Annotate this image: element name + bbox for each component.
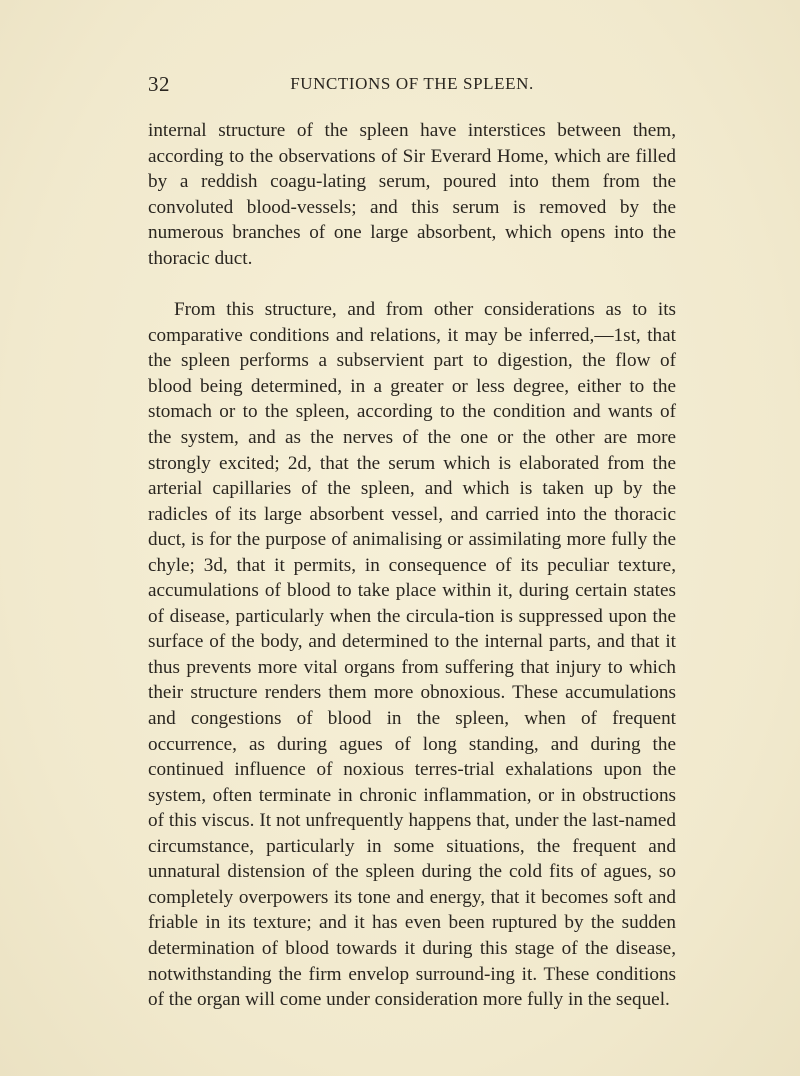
paragraph-continued: internal structure of the spleen have interstices between them, according to the observations of Sir Everard Home, which are filled by a reddish coagu-lating serum, poured into them from the convoluted blood-vessels; and this serum is removed by the numerous branches of one large absorbent, which opens into the thoracic duct.: [148, 120, 676, 269]
body-text: [148, 118, 676, 1013]
page-number: 32: [148, 72, 170, 96]
running-head: FUNCTIONS OF THE SPLEEN.: [290, 74, 534, 93]
paragraph-inferences: From this structure, and from other considerations as to its comparative conditions and relations, it may be inferred,—1st, that the spleen performs a subservient part to digestion, the flow of blood being determined, in a greater or less degree, either to the stomach or to the spleen, according to the condition and wants of the system, and as the nerves of the one or the other are more strongly excited; 2d, that the serum which is elaborated from the arterial capillaries of the spleen, and which is taken up by the radicles of its large absorbent vessel, and carried into the thoracic duct, is for the purpose of animalising or assimilating more fully the chyle; 3d, that it permits, in consequence of its peculiar texture, accumulations of blood to take place within it, during certain states of disease, particularly when the circula-tion is suppressed upon the surface of the body, and determined to the internal parts, and that it thus prevents more vital organs from suffering that injury to which their structure renders them more obnoxious. These accumulations and congestions of blood in the spleen, when of frequent occurrence, as during agues of long standing, and during the continued influence of noxious terres-trial exhalations upon the system, often terminate in chronic inflammation, or in obstructions of this viscus. It not unfrequently happens that, under the last-named circumstance, particularly in some situations, the frequent and unnatural distension of the spleen during the cold fits of agues, so completely overpowers its tone and energy, that it becomes soft and friable in its texture; and it has even been ruptured by the sudden determination of blood towards it during this stage of the disease, notwithstanding the firm envelop surround-ing it. These conditions of the organ will come under consideration more fully in the sequel.: [148, 299, 676, 1011]
page-header: [148, 72, 676, 100]
